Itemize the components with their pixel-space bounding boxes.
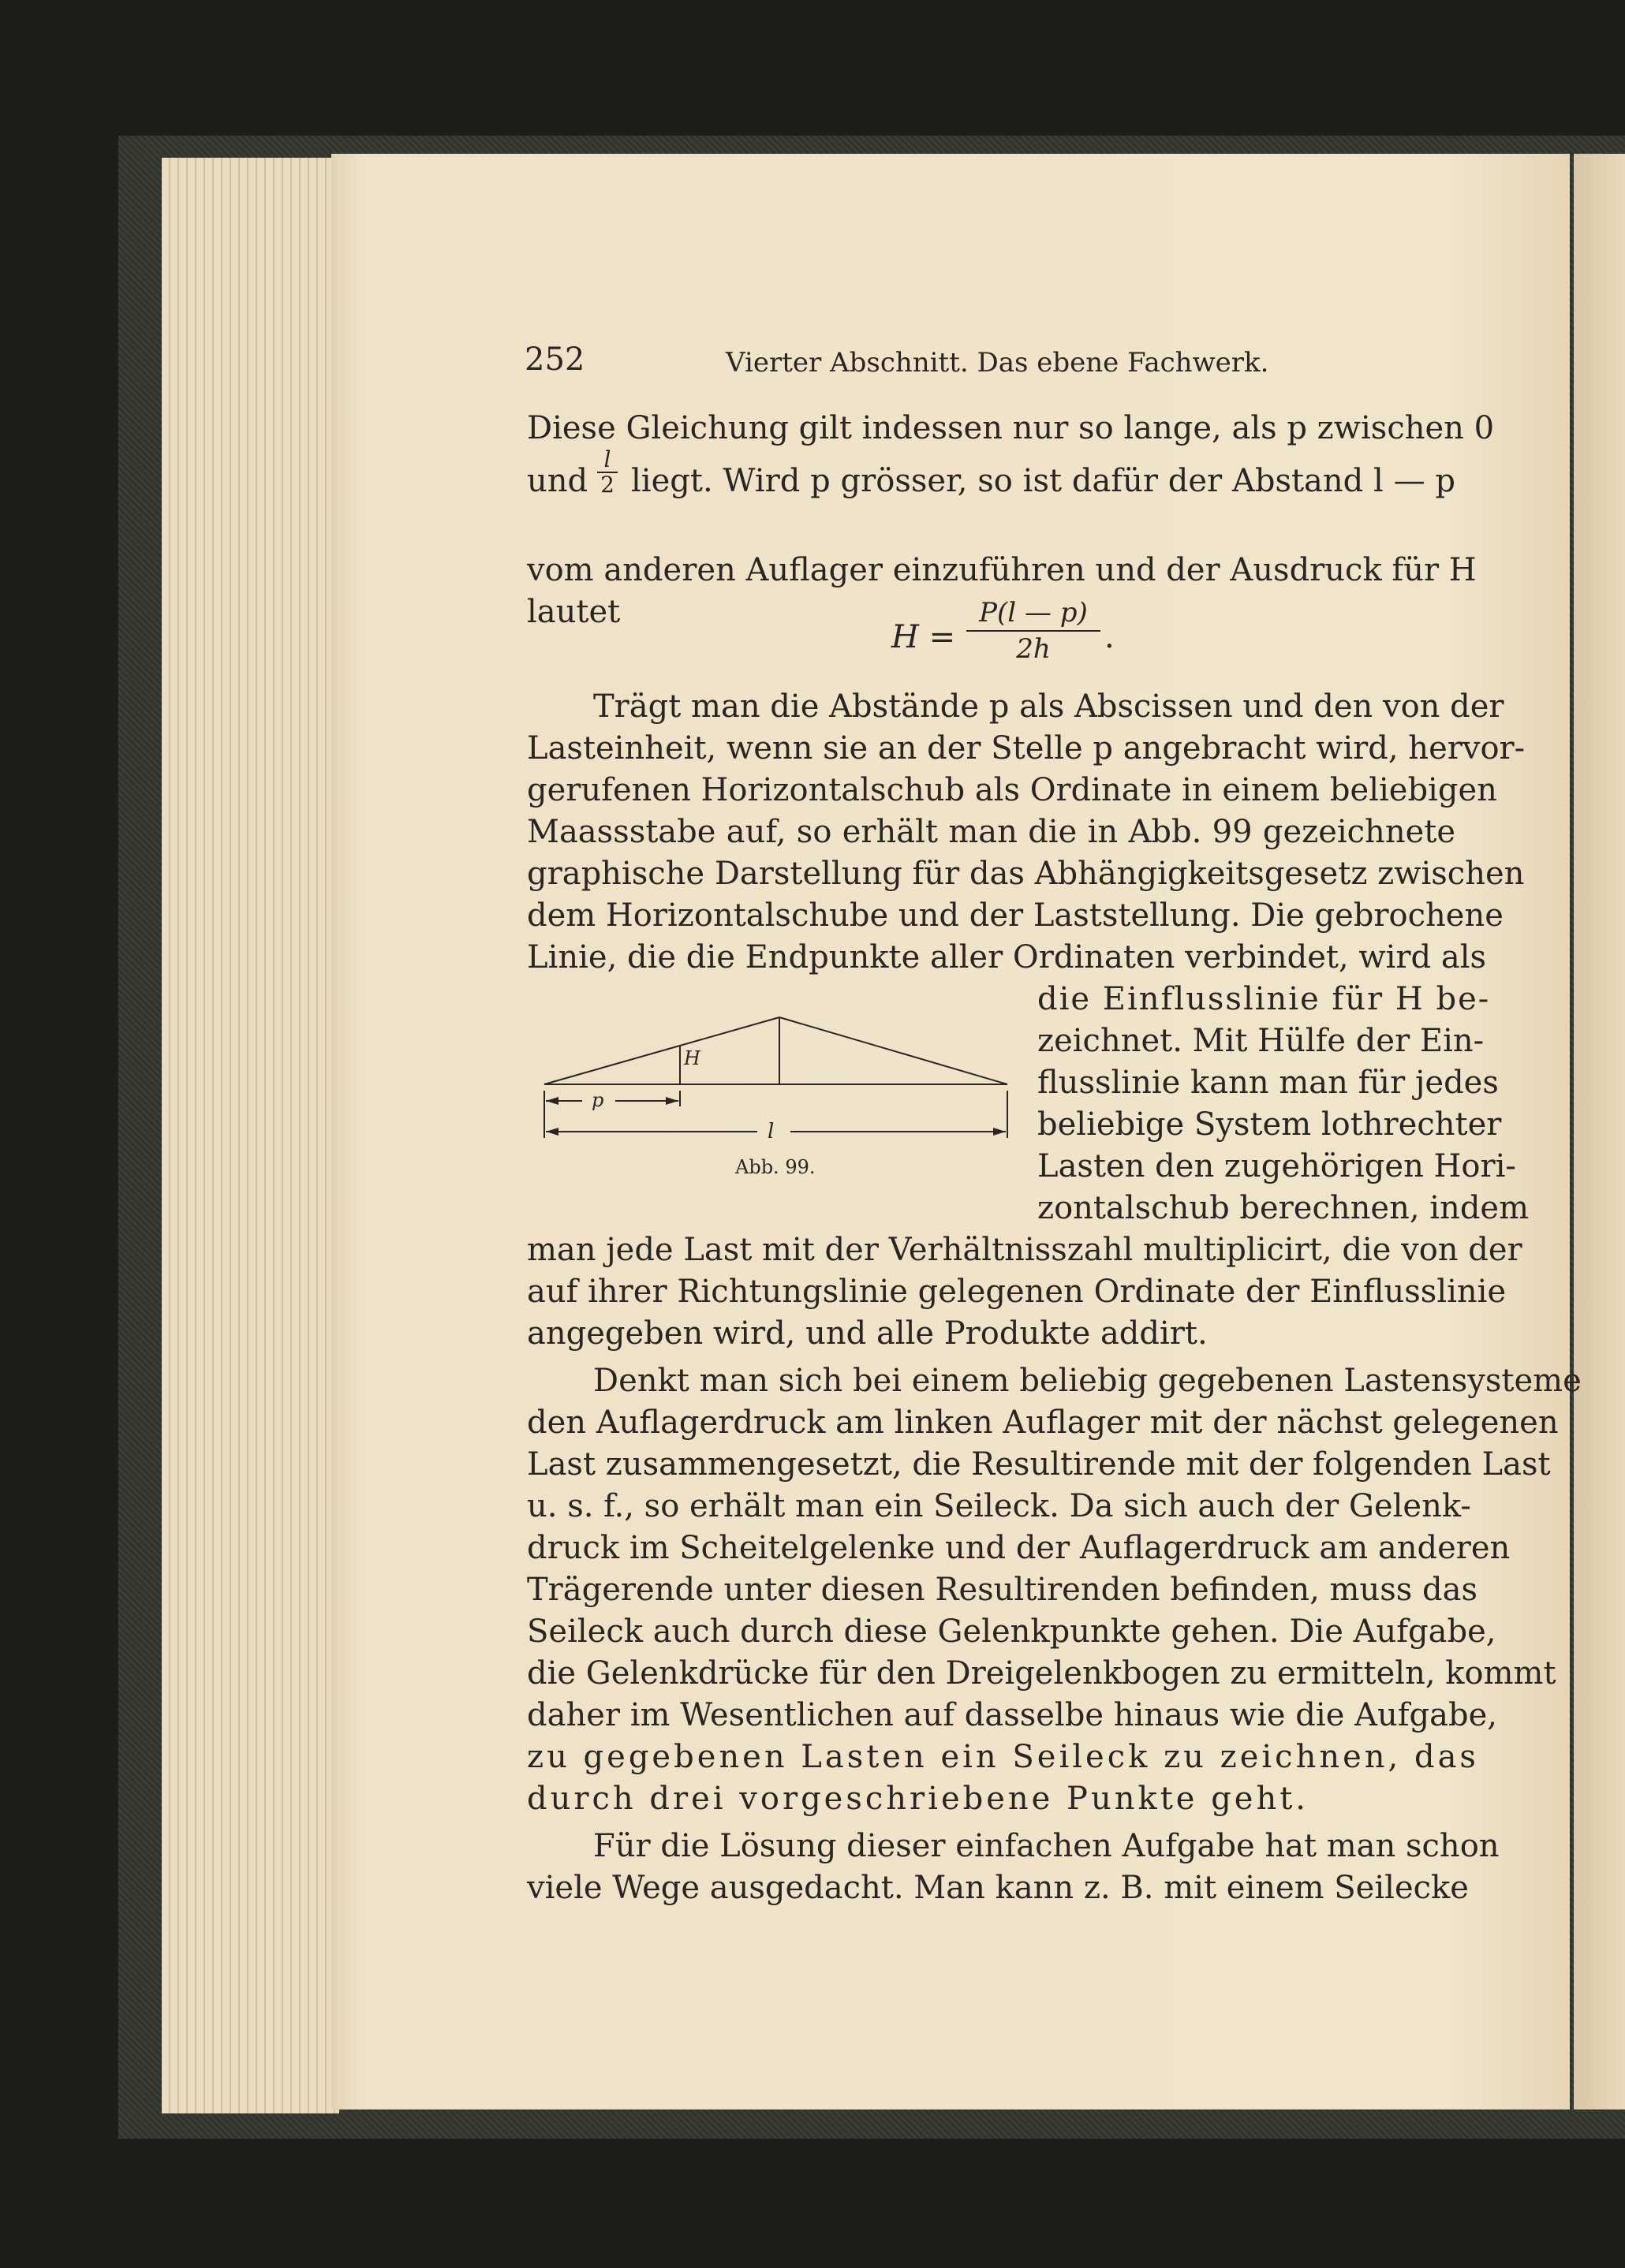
text-line: Diese Gleichung gilt indessen nur so lange, als p zwischen 0 (527, 410, 1495, 446)
figure-label-l: l (768, 1120, 775, 1143)
formula-lhs: H = (891, 619, 956, 655)
text-line: viele Wege ausgedacht. Man kann z. B. mit einem Seilecke (527, 1870, 1469, 1906)
text-line: durch drei vorgeschriebene Punkte geht. (527, 1781, 1309, 1817)
text-line: daher im Wesentlichen auf dasselbe hinaus wie die Aufgabe, (527, 1697, 1497, 1733)
text-line: Trägt man die Abstände p als Abscissen und den von der (593, 688, 1504, 725)
text-line: Für die Lösung dieser einfachen Aufgabe hat man schon (593, 1828, 1500, 1864)
running-title: Vierter Abschnitt. Das ebene Fachwerk. (726, 347, 1269, 379)
influence-line-right (779, 1017, 1007, 1084)
text-line: zu gegebenen Lasten ein Seileck zu zeichnen, das (527, 1739, 1479, 1775)
text-line: dem Horizontalschube und der Laststellung. Die gebrochene (527, 897, 1504, 934)
text-line: man jede Last mit der Verhältnisszahl multiplicirt, die von der (527, 1232, 1522, 1268)
figure-caption: Abb. 99. (735, 1156, 816, 1178)
text-line: die Gelenkdrücke für den Dreigelenkbogen zu ermitteln, kommt (527, 1655, 1556, 1692)
text-line: den Auflagerdruck am linken Auflager mit der nächst gelegenen (527, 1404, 1559, 1441)
text-line: und (527, 463, 588, 499)
text-line: Maassstabe auf, so erhält man die in Abb. 99 gezeichnete (527, 814, 1455, 850)
formula-denominator: 2h (1016, 633, 1051, 665)
text-line: u. s. f., so erhält man ein Seileck. Da sich auch der Gelenk- (527, 1488, 1471, 1524)
text-line: Denkt man sich bei einem beliebig gegebenen Lastensysteme (593, 1363, 1582, 1399)
arrowhead (666, 1097, 678, 1105)
page-number: 252 (525, 341, 585, 378)
text-line: druck im Scheitelgelenke und der Auflagerdruck am anderen (527, 1530, 1511, 1566)
text-line: graphische Darstellung für das Abhängigkeitsgesetz zwischen (527, 856, 1525, 892)
text-line: Linie, die die Endpunkte aller Ordinaten verbindet, wird als (527, 939, 1487, 975)
arrowhead (546, 1097, 558, 1105)
arrowhead (546, 1128, 558, 1136)
figure-label-p: p (592, 1089, 604, 1111)
arrowhead (993, 1128, 1006, 1136)
text-line: Lasten den zugehörigen Hori- (1037, 1148, 1516, 1184)
text-line: beliebige System lothrechter (1037, 1106, 1502, 1143)
text-line: angegeben wird, und alle Produkte addirt. (527, 1315, 1208, 1352)
fraction-numerator: l (603, 446, 611, 472)
figure-label-H: H (684, 1047, 700, 1069)
influence-line-figure (536, 1005, 1018, 1191)
text-line: Seileck auch durch diese Gelenkpunkte gehen. Die Aufgabe, (527, 1613, 1496, 1650)
text-line: zeichnet. Mit Hülfe der Ein- (1037, 1023, 1485, 1059)
text-line: Lasteinheit, wenn sie an der Stelle p angebracht wird, hervor- (527, 730, 1526, 767)
influence-line-left (544, 1017, 779, 1084)
text-line: auf ihrer Richtungslinie gelegenen Ordinate der Einflusslinie (527, 1274, 1507, 1310)
formula-period: . (1104, 619, 1115, 655)
text-line: liegt. Wird p grösser, so ist dafür der Abstand l — p (631, 463, 1455, 499)
text-line: zontalschub berechnen, indem (1037, 1190, 1530, 1226)
formula-fraction (966, 595, 1100, 666)
text-line: lautet (527, 594, 621, 630)
formula-numerator: P(l — p) (979, 597, 1088, 629)
fraction-denominator: 2 (600, 472, 615, 498)
inline-fraction (596, 448, 619, 497)
text-line: Trägerende unter diesen Resultirenden befinden, muss das (527, 1572, 1477, 1608)
text-line: gerufenen Horizontalschub als Ordinate in einem beliebigen (527, 772, 1497, 808)
text-line: vom anderen Auflager einzuführen und der Ausdruck für H (527, 552, 1477, 588)
text-line: flusslinie kann man für jedes (1037, 1065, 1499, 1101)
text-line: Last zusammengesetzt, die Resultirende mit der folgenden Last (527, 1446, 1551, 1483)
text-line: die Einflusslinie für H be- (1037, 981, 1491, 1017)
